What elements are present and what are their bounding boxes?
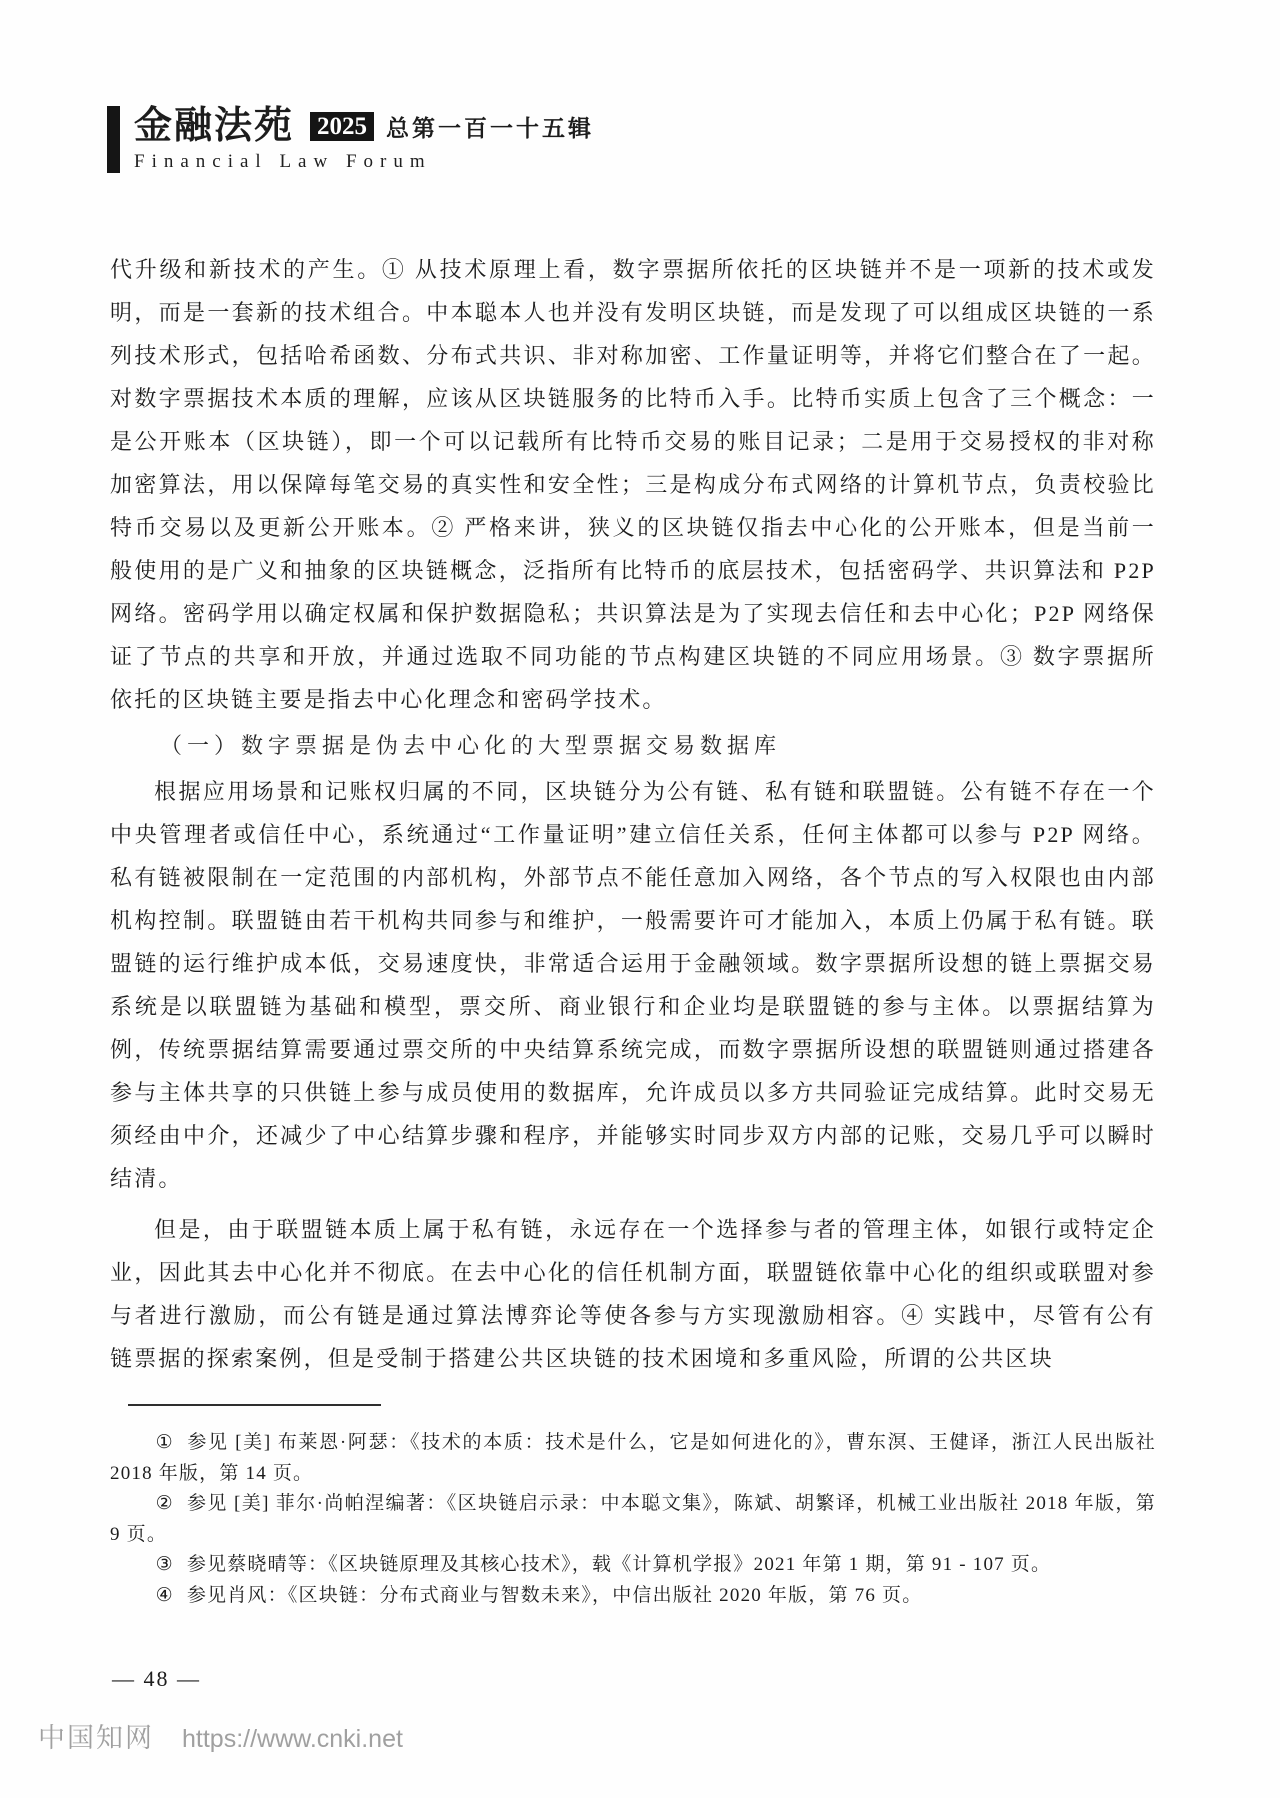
issue-label: 总第一百一十五辑 (386, 115, 595, 141)
footnote-separator-line (128, 1404, 381, 1406)
article-body (110, 248, 1156, 1380)
subsection-heading: （一）数字票据是伪去中心化的大型票据交易数据库 (160, 733, 782, 758)
cnki-logo-text: 中国知网 (38, 1723, 154, 1753)
footnote-text: 参见肖风：《区块链：分布式商业与智数未来》，中信出版社 2020 年版，第 76 页。 (186, 1584, 923, 1606)
footnote-item (110, 1489, 1156, 1550)
year-badge: 2025 (310, 112, 374, 141)
cnki-watermark (38, 1716, 403, 1755)
footnote-marker: ④ (155, 1584, 174, 1606)
footnote-item (110, 1428, 1156, 1489)
header-accent-bar (107, 106, 120, 173)
cnki-url-text: https://www.cnki.net (182, 1725, 403, 1753)
footnotes-section (110, 1404, 1156, 1611)
footnote-item (110, 1581, 1156, 1612)
journal-title-cn: 金融法苑 (134, 105, 295, 147)
footnote-marker: ② (155, 1493, 175, 1514)
page-number: — 48 — (112, 1666, 201, 1691)
paragraph: 根据应用场景和记账权归属的不同，区块链分为公有链、私有链和联盟链。公有链不存在一个中央管理者或信任中心，系统通过“工作量证明”建立信任关系，任何主体都可以参与 P2P 网络。私有链被限制在一定范围的内部机构，外部节点不能任意加入网络，各个节点的写入权限也由内部机构控制。联盟链由若干机构共同参与和维护，一般需要许可才能加入，本质上仍属于私有链。联盟链的运行维护成本低，交易速度快，非常适合运用于金融领域。数字票据所设想的链上票据交易系统是以联盟链为基础和模型，票交所、商业银行和企业均是联盟链的参与主体。以票据结算为例，传统票据结算需要通过票交所的中央结算系统完成，而数字票据所设想的联盟链则通过搭建各参与主体共享的只供链上参与成员使用的数据库，允许成员以多方共同验证完成结算。此时交易无须经由中介，还减少了中心结算步骤和程序，并能够实时同步双方内部的记账，交易几乎可以瞬时结清。 (110, 779, 1156, 1191)
footnote-text: 参见 [美] 菲尔·尚帕涅编著：《区块链启示录：中本聪文集》，陈斌、胡繁译，机械工业出版社 2018 年版，第 9 页。 (110, 1493, 1156, 1545)
footnote-marker: ③ (155, 1554, 174, 1575)
paragraph: 但是，由于联盟链本质上属于私有链，永远存在一个选择参与者的管理主体，如银行或特定企业，因此其去中心化并不彻底。在去中心化的信任机制方面，联盟链依靠中心化的组织或联盟对参与者进行激励，而公有链是通过算法博弈论等使各参与方实现激励相容。④ 实践中，尽管有公有链票据的探索案例，但是受制于搭建公共区块链的技术困境和多重风险，所谓的公共区块 (110, 1217, 1156, 1371)
paragraph-continuation: 代升级和新技术的产生。① 从技术原理上看，数字票据所依托的区块链并不是一项新的技术或发明，而是一套新的技术组合。中本聪本人也并没有发明区块链，而是发现了可以组成区块链的一系列技术形式，包括哈希函数、分布式共识、非对称加密、工作量证明等，并将它们整合在了一起。对数字票据技术本质的理解，应该从区块链服务的比特币入手。比特币实质上包含了三个概念：一是公开账本（区块链），即一个可以记载所有比特币交易的账目记录；二是用于交易授权的非对称加密算法，用以保障每笔交易的真实性和安全性；三是构成分布式网络的计算机节点，负责校验比特币交易以及更新公开账本。② 严格来讲，狭义的区块链仅指去中心化的公开账本，但是当前一般使用的是广义和抽象的区块链概念，泛指所有比特币的底层技术，包括密码学、共识算法和 P2P 网络。密码学用以确定权属和保护数据隐私；共识算法是为了实现去信任和去中心化；P2P 网络保证了节点的共享和开放，并通过选取不同功能的节点构建区块链的不同应用场景。③ 数字票据所依托的区块链主要是指去中心化理念和密码学技术。 (110, 257, 1156, 712)
footnote-text: 参见蔡晓晴等：《区块链原理及其核心技术》，载《计算机学报》2021 年第 1 期，第 91 - 107 页。 (186, 1554, 1052, 1575)
footnote-marker: ① (155, 1432, 175, 1453)
journal-title-en: Financial Law Forum (134, 151, 432, 172)
footnote-item (110, 1550, 1156, 1581)
journal-header (107, 106, 594, 173)
footnote-text: 参见 [美] 布莱恩·阿瑟：《技术的本质：技术是什么，它是如何进化的》，曹东溟、王健译，浙江人民出版社 2018 年版，第 14 页。 (110, 1432, 1157, 1484)
